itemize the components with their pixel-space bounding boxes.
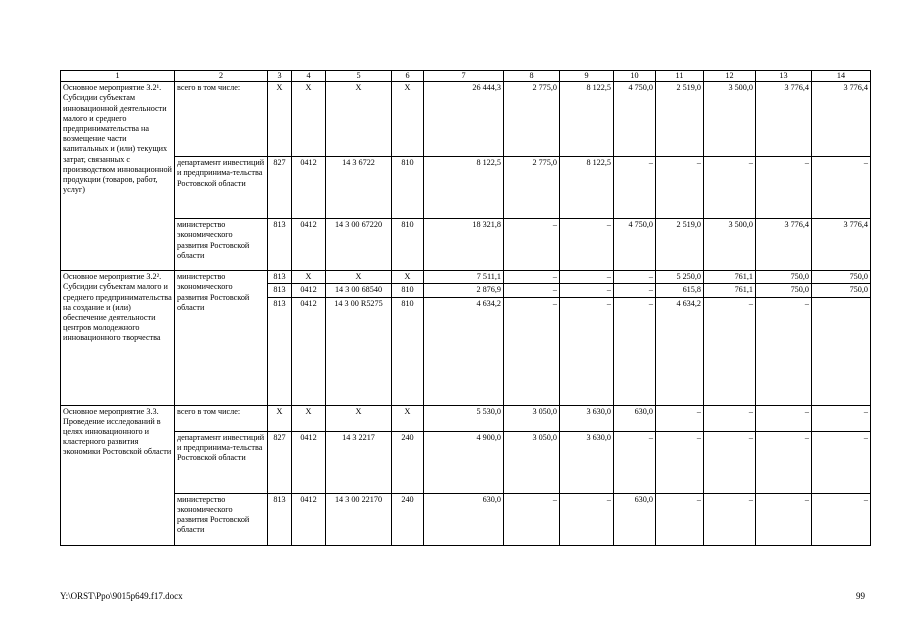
table-cell: 615,8: [656, 284, 704, 297]
table-cell: X: [326, 271, 392, 284]
table-cell: 0412: [292, 297, 326, 405]
table-cell: –: [560, 271, 614, 284]
column-header: 12: [704, 71, 756, 82]
table-cell: [812, 297, 871, 405]
table-cell: 810: [392, 157, 424, 219]
table-cell: –: [756, 405, 812, 431]
table-cell: X: [326, 405, 392, 431]
table-cell: 3 500,0: [704, 82, 756, 157]
column-header: 10: [614, 71, 656, 82]
column-header: 2: [175, 71, 268, 82]
table-cell: 2 876,9: [424, 284, 504, 297]
table-cell: 240: [392, 431, 424, 493]
table-cell: –: [504, 219, 560, 271]
table-cell: 26 444,3: [424, 82, 504, 157]
table-row: [61, 82, 871, 157]
table-cell: 810: [392, 219, 424, 271]
activity-cell: Основное мероприятие 3.3. Проведение исследований в целях инновационного и кластерного развития экономики Ростовской области: [61, 405, 175, 545]
table-cell: 0412: [292, 493, 326, 545]
table-cell: X: [392, 405, 424, 431]
activity-cell: Основное мероприятие 3.2¹. Субсидии субъектам инновационной деятельности малого и среднего предпринимательства на возмещение части капитальных и (или) текущих затрат, связанных с производством инновационной продукции (товаров, работ, услуг): [61, 82, 175, 271]
table-cell: –: [704, 297, 756, 405]
table-cell: –: [614, 284, 656, 297]
table-cell: 18 321,8: [424, 219, 504, 271]
table-row: [61, 431, 871, 493]
table-cell: –: [560, 284, 614, 297]
executor-cell: министерство экономического развития Ростовской области: [175, 271, 268, 405]
table-cell: –: [504, 297, 560, 405]
table-cell: 14 3 00 68540: [326, 284, 392, 297]
table-cell: 4 634,2: [424, 297, 504, 405]
table-cell: 0412: [292, 219, 326, 271]
table-cell: 14 3 6722: [326, 157, 392, 219]
file-path: Y:\ORST\Ppo\9015p649.f17.docx: [60, 591, 183, 601]
table-cell: –: [614, 157, 656, 219]
table-cell: –: [756, 157, 812, 219]
table-cell: X: [392, 82, 424, 157]
table-cell: 7 511,1: [424, 271, 504, 284]
executor-cell: министерство экономического развития Ростовской области: [175, 493, 268, 545]
table-row: [61, 219, 871, 271]
budget-table: [60, 70, 871, 546]
table-cell: –: [704, 405, 756, 431]
table-row: [61, 271, 871, 284]
table-cell: 14 3 00 R5275: [326, 297, 392, 405]
table-cell: 827: [268, 431, 292, 493]
table-cell: –: [704, 431, 756, 493]
table-cell: 8 122,5: [560, 157, 614, 219]
table-cell: 4 634,2: [656, 297, 704, 405]
table-cell: –: [704, 157, 756, 219]
column-header: 6: [392, 71, 424, 82]
table-cell: 2 775,0: [504, 157, 560, 219]
table-cell: 630,0: [614, 493, 656, 545]
table-cell: 810: [392, 284, 424, 297]
table-cell: 630,0: [424, 493, 504, 545]
table-cell: 750,0: [812, 271, 871, 284]
table-cell: 2 519,0: [656, 82, 704, 157]
table-cell: –: [560, 219, 614, 271]
column-header: 9: [560, 71, 614, 82]
table-cell: 761,1: [704, 284, 756, 297]
table-cell: X: [268, 405, 292, 431]
table-cell: –: [560, 297, 614, 405]
table-cell: –: [614, 297, 656, 405]
table-cell: 750,0: [812, 284, 871, 297]
table-cell: 240: [392, 493, 424, 545]
table-cell: –: [656, 405, 704, 431]
table-row: [61, 405, 871, 431]
column-header: 1: [61, 71, 175, 82]
table-cell: X: [268, 82, 292, 157]
table-cell: –: [656, 157, 704, 219]
table-cell: 0412: [292, 431, 326, 493]
table-cell: –: [504, 493, 560, 545]
column-header: 4: [292, 71, 326, 82]
table-cell: –: [812, 493, 871, 545]
table-cell: 3 776,4: [756, 82, 812, 157]
table-cell: X: [326, 82, 392, 157]
column-header: 8: [504, 71, 560, 82]
table-row: [61, 493, 871, 545]
table-cell: 4 750,0: [614, 219, 656, 271]
page-number: 99: [856, 591, 865, 601]
table-cell: –: [756, 297, 812, 405]
table-cell: 630,0: [614, 405, 656, 431]
activity-cell: Основное мероприятие 3.2². Субсидии субъектам малого и среднего предпринимательства на создание и (или) обеспечение деятельности центров молодежного инновационного творчества: [61, 271, 175, 405]
table-cell: 761,1: [704, 271, 756, 284]
table-cell: 5 250,0: [656, 271, 704, 284]
table-cell: X: [292, 82, 326, 157]
table-cell: 813: [268, 493, 292, 545]
table-cell: X: [392, 271, 424, 284]
table-cell: 813: [268, 297, 292, 405]
table-cell: –: [656, 493, 704, 545]
table-cell: –: [560, 493, 614, 545]
table-cell: –: [756, 493, 812, 545]
table-cell: 813: [268, 271, 292, 284]
table-cell: 14 3 00 22170: [326, 493, 392, 545]
table-cell: 4 750,0: [614, 82, 656, 157]
table-cell: 0412: [292, 284, 326, 297]
table-cell: 5 530,0: [424, 405, 504, 431]
executor-cell: департамент инвестиций и предпринима-тельства Ростовской области: [175, 431, 268, 493]
executor-cell: департамент инвестиций и предпринима-тельства Ростовской области: [175, 157, 268, 219]
table-cell: –: [656, 431, 704, 493]
table-cell: X: [292, 271, 326, 284]
table-cell: 2 519,0: [656, 219, 704, 271]
table-cell: 3 776,4: [756, 219, 812, 271]
table-cell: 3 776,4: [812, 82, 871, 157]
table-row: [61, 157, 871, 219]
table-cell: –: [504, 271, 560, 284]
table-cell: 8 122,5: [560, 82, 614, 157]
executor-cell: министерство экономического развития Ростовской области: [175, 219, 268, 271]
table-cell: 813: [268, 284, 292, 297]
table-cell: 3 050,0: [504, 431, 560, 493]
table-cell: –: [704, 493, 756, 545]
column-header: 7: [424, 71, 504, 82]
table-cell: 4 900,0: [424, 431, 504, 493]
table-cell: 3 050,0: [504, 405, 560, 431]
table-cell: 3 630,0: [560, 431, 614, 493]
table-cell: –: [812, 405, 871, 431]
table-cell: 3 500,0: [704, 219, 756, 271]
table-cell: X: [292, 405, 326, 431]
table-cell: 810: [392, 297, 424, 405]
table-cell: 2 775,0: [504, 82, 560, 157]
column-header: 3: [268, 71, 292, 82]
table-cell: 750,0: [756, 284, 812, 297]
table-cell: 750,0: [756, 271, 812, 284]
table-cell: –: [812, 157, 871, 219]
table-cell: 14 3 00 67220: [326, 219, 392, 271]
executor-cell: всего в том числе:: [175, 405, 268, 431]
table-cell: 0412: [292, 157, 326, 219]
table-body: [61, 82, 871, 545]
table-cell: 813: [268, 219, 292, 271]
column-header: 13: [756, 71, 812, 82]
column-header: 14: [812, 71, 871, 82]
table-cell: –: [756, 431, 812, 493]
table-cell: –: [614, 431, 656, 493]
table-cell: 3 630,0: [560, 405, 614, 431]
table-cell: –: [812, 431, 871, 493]
table-cell: 827: [268, 157, 292, 219]
column-header: 5: [326, 71, 392, 82]
table-cell: –: [504, 284, 560, 297]
table-cell: 3 776,4: [812, 219, 871, 271]
executor-cell: всего в том числе:: [175, 82, 268, 157]
table-cell: 14 3 2217: [326, 431, 392, 493]
table-cell: 8 122,5: [424, 157, 504, 219]
table-cell: –: [614, 271, 656, 284]
header-row: [61, 71, 871, 82]
column-header: 11: [656, 71, 704, 82]
